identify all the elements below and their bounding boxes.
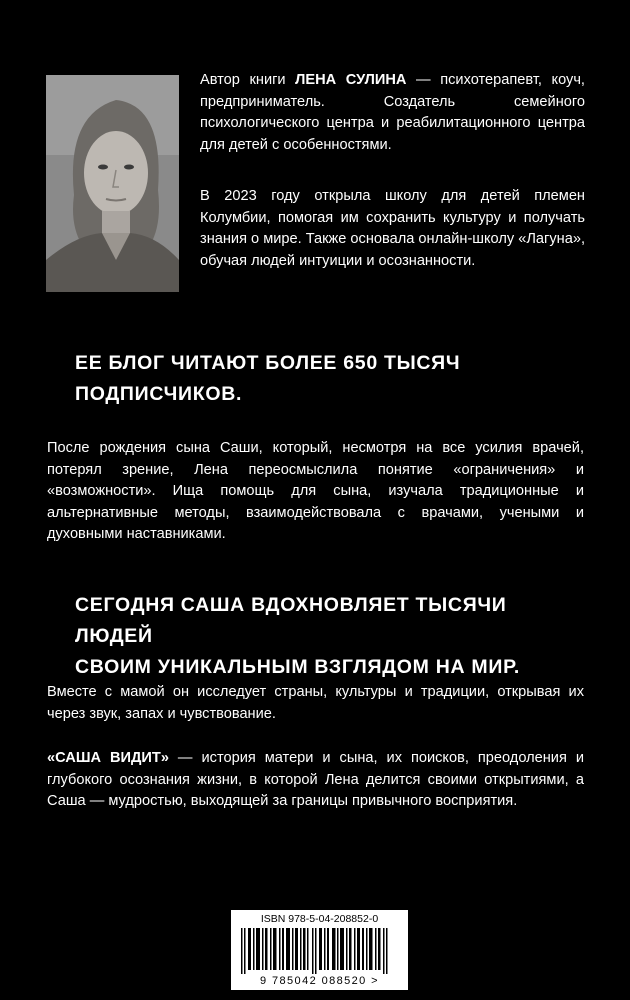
headline-sasha: [75, 590, 575, 683]
paragraph-exploration: Вместе с мамой он исследует страны, культуры и традиции, открывая их через звук, запах и чувствование.: [47, 684, 584, 722]
author-photo: [46, 75, 179, 292]
book-summary-rest: — история матери и сына, их поисков, преодоления и глубокого осознания жизни, в которой Лена делится своими открытиями, а Саша — мудростью, выходящей за границы привычного восприятия.: [47, 750, 584, 809]
bio-rest: — психотерапевт, коуч, предприниматель. Создатель семейного психологического центра и реабилитационного центра для детей с особенностями.: [200, 72, 585, 153]
headline-blog: [75, 348, 575, 410]
isbn-label: ISBN 978-5-04-208852-0: [260, 913, 379, 925]
barcode-block: [231, 910, 408, 990]
author-portrait-image: [46, 75, 179, 292]
paragraph-sasha-birth: После рождения сына Саши, который, несмотря на все усилия врачей, потерял зрение, Лена переосмыслила понятие «ограничения» и «возможности». Ища помощь для сына, изучала традиционные и альтернативные методы, взаимодействовала с врачами, учеными и духовными наставниками.: [47, 440, 584, 542]
author-bio-second: В 2023 году открыла школу для детей племен Колумбии, помогая им сохранить культуру и получать знания о мире. Также основала онлайн-школу «Лагуна», обучая людей интуиции и осознанности.: [200, 188, 585, 269]
paragraph-book-summary: [47, 748, 584, 813]
headline-blog-line2: ПОДПИСЧИКОВ.: [75, 383, 243, 405]
author-bio: [200, 70, 585, 156]
headline-blog-line1: ЕЕ БЛОГ ЧИТАЮТ БОЛЕЕ 650 ТЫСЯЧ: [75, 352, 461, 374]
book-title: «САША ВИДИТ»: [47, 750, 169, 766]
barcode-icon: [241, 928, 398, 974]
barcode-digits: 9 785042 088520 >: [260, 975, 379, 987]
author-name: ЛЕНА СУЛИНА: [295, 72, 407, 88]
headline-sasha-line2: СВОИМ УНИКАЛЬНЫМ ВЗГЛЯДОМ НА МИР.: [75, 656, 520, 678]
bio-prefix: Автор книги: [200, 72, 296, 88]
headline-sasha-line1: СЕГОДНЯ САША ВДОХНОВЛЯЕТ ТЫСЯЧИ ЛЮДЕЙ: [75, 594, 507, 647]
